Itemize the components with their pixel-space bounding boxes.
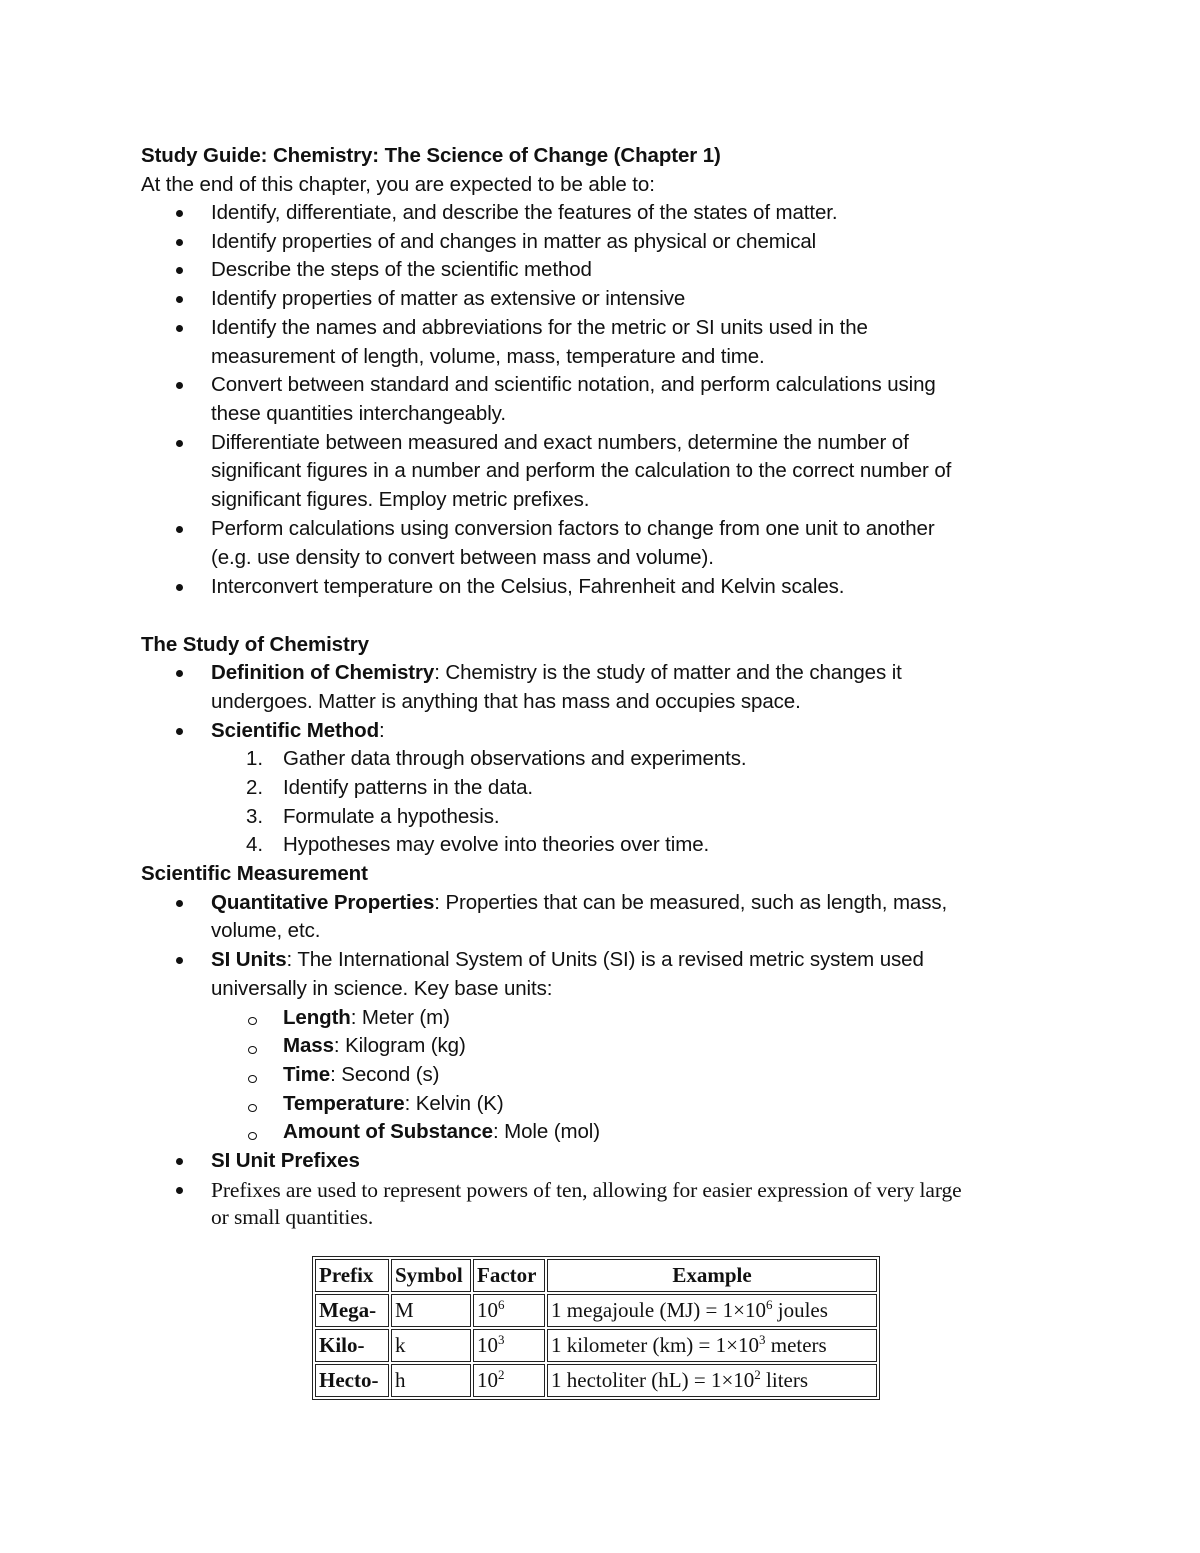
prefix-description: Prefixes are used to represent powers of ten, allowing for easier expression of very large (211, 1178, 962, 1202)
cell-symbol: M (391, 1294, 471, 1327)
bullet (176, 728, 183, 735)
unit-label: Length (283, 1006, 351, 1029)
cell-prefix: Mega- (315, 1294, 389, 1327)
example-unit: liters (760, 1368, 809, 1392)
column-header-example: Example (547, 1259, 877, 1292)
si-prefix-table (312, 1256, 880, 1400)
table-row (315, 1294, 877, 1327)
unit-label: Time (283, 1063, 331, 1086)
objective-item: Identify properties of and changes in matter as physical or chemical (211, 230, 817, 253)
example-text: 1 megajoule (MJ) = 1×10 (551, 1298, 766, 1322)
quantitative-label: Quantitative Properties (211, 891, 435, 914)
bullet (176, 382, 183, 389)
unit-text: : Second (s) (330, 1063, 440, 1086)
bullet (176, 584, 183, 591)
unit-text: : Kilogram (kg) (333, 1034, 466, 1057)
unit-item (283, 1118, 600, 1147)
bullet (176, 957, 183, 964)
quantitative-text: : Properties that can be measured, such as length, mass, (434, 891, 948, 914)
cell-example (547, 1329, 877, 1362)
example-unit: joules (772, 1298, 828, 1322)
definition-label: Definition of Chemistry (211, 661, 435, 684)
objective-item-continued: (e.g. use density to convert between mass and volume). (211, 546, 714, 569)
section-heading-measurement: Scientific Measurement (141, 862, 368, 885)
example-text: 1 hectoliter (hL) = 1×10 (551, 1368, 755, 1392)
factor-base: 10 (477, 1298, 498, 1322)
bullet (176, 1187, 183, 1194)
si-units-text-continued: universally in science. Key base units: (211, 977, 553, 1000)
si-units-text: : The International System of Units (SI) is a revised metric system used (286, 948, 924, 971)
step-text: Gather data through observations and experiments. (283, 747, 747, 770)
objective-item-continued: significant figures in a number and perform the calculation to the correct number of (211, 459, 952, 482)
objective-item: Describe the steps of the scientific method (211, 258, 592, 281)
quantitative-item (211, 889, 947, 918)
objective-item-continued: significant figures. Employ metric prefixes. (211, 488, 590, 511)
objective-item: Identify the names and abbreviations for the metric or SI units used in the (211, 316, 868, 339)
step-number: 4. (246, 833, 264, 856)
circle-bullet (248, 1132, 257, 1140)
example-exponent: 3 (758, 1332, 766, 1347)
table-row (315, 1364, 877, 1397)
bullet (176, 670, 183, 677)
bullet (176, 267, 183, 274)
example-text: 1 kilometer (km) = 1×10 (551, 1333, 759, 1357)
cell-symbol: k (391, 1329, 471, 1362)
objective-item: Perform calculations using conversion factors to change from one unit to another (211, 517, 935, 540)
objective-item: Convert between standard and scientific notation, and perform calculations using (211, 373, 936, 396)
unit-label: Temperature (283, 1092, 405, 1115)
column-header-prefix: Prefix (315, 1259, 389, 1292)
factor-base: 10 (477, 1368, 498, 1392)
cell-symbol: h (391, 1364, 471, 1397)
method-colon: : (379, 719, 385, 742)
bullet (176, 440, 183, 447)
unit-text: : Mole (mol) (492, 1120, 600, 1143)
example-exponent: 6 (765, 1297, 773, 1312)
cell-prefix: Hecto- (315, 1364, 389, 1397)
objective-item: Identify properties of matter as extensive or intensive (211, 287, 686, 310)
bullet (176, 325, 183, 332)
circle-bullet (248, 1104, 257, 1112)
table-header-row (315, 1259, 877, 1292)
circle-bullet (248, 1017, 257, 1025)
si-units-label: SI Units (211, 948, 287, 971)
bullet (176, 1158, 183, 1165)
cell-example (547, 1294, 877, 1327)
column-header-factor: Factor (473, 1259, 545, 1292)
column-header-symbol: Symbol (391, 1259, 471, 1292)
si-units-item (211, 946, 924, 975)
definition-item (211, 659, 902, 688)
step-number: 3. (246, 805, 264, 828)
factor-exponent: 6 (498, 1297, 505, 1312)
step-text: Hypotheses may evolve into theories over time. (283, 833, 710, 856)
unit-item (283, 1032, 466, 1061)
intro-text: At the end of this chapter, you are expected to be able to: (141, 173, 655, 196)
cell-factor (473, 1329, 545, 1362)
objective-item: Identify, differentiate, and describe the features of the states of matter. (211, 201, 838, 224)
example-unit: meters (765, 1333, 827, 1357)
objective-item: Differentiate between measured and exact numbers, determine the number of (211, 431, 909, 454)
factor-exponent: 2 (498, 1367, 505, 1382)
step-text: Identify patterns in the data. (283, 776, 533, 799)
unit-text: : Meter (m) (350, 1006, 450, 1029)
unit-label: Amount of Substance (283, 1120, 493, 1143)
page-title: Study Guide: Chemistry: The Science of Change (Chapter 1) (141, 144, 721, 167)
factor-base: 10 (477, 1333, 498, 1357)
circle-bullet (248, 1075, 257, 1083)
step-text: Formulate a hypothesis. (283, 805, 500, 828)
bullet (176, 526, 183, 533)
step-number: 1. (246, 747, 264, 770)
cell-prefix: Kilo- (315, 1329, 389, 1362)
method-item (211, 717, 385, 746)
objective-item-continued: measurement of length, volume, mass, temperature and time. (211, 345, 765, 368)
step-number: 2. (246, 776, 264, 799)
definition-text: : Chemistry is the study of matter and the changes it (434, 661, 902, 684)
circle-bullet (248, 1046, 257, 1054)
bullet (176, 239, 183, 246)
objective-item: Interconvert temperature on the Celsius, Fahrenheit and Kelvin scales. (211, 575, 845, 598)
unit-item (283, 1004, 450, 1033)
prefix-description-continued: or small quantities. (211, 1205, 374, 1229)
section-heading-study: The Study of Chemistry (141, 633, 369, 656)
factor-exponent: 3 (498, 1332, 505, 1347)
cell-example (547, 1364, 877, 1397)
cell-factor (473, 1294, 545, 1327)
unit-text: : Kelvin (K) (404, 1092, 504, 1115)
cell-factor (473, 1364, 545, 1397)
objective-item-continued: these quantities interchangeably. (211, 402, 506, 425)
unit-item (283, 1090, 504, 1119)
method-label: Scientific Method (211, 719, 380, 742)
bullet (176, 296, 183, 303)
example-exponent: 2 (754, 1367, 761, 1382)
unit-item (283, 1061, 439, 1090)
quantitative-text-continued: volume, etc. (211, 919, 321, 942)
table-row (315, 1329, 877, 1362)
bullet (176, 900, 183, 907)
unit-label: Mass (283, 1034, 334, 1057)
definition-text-continued: undergoes. Matter is anything that has mass and occupies space. (211, 690, 801, 713)
bullet (176, 210, 183, 217)
prefix-heading: SI Unit Prefixes (211, 1149, 360, 1172)
